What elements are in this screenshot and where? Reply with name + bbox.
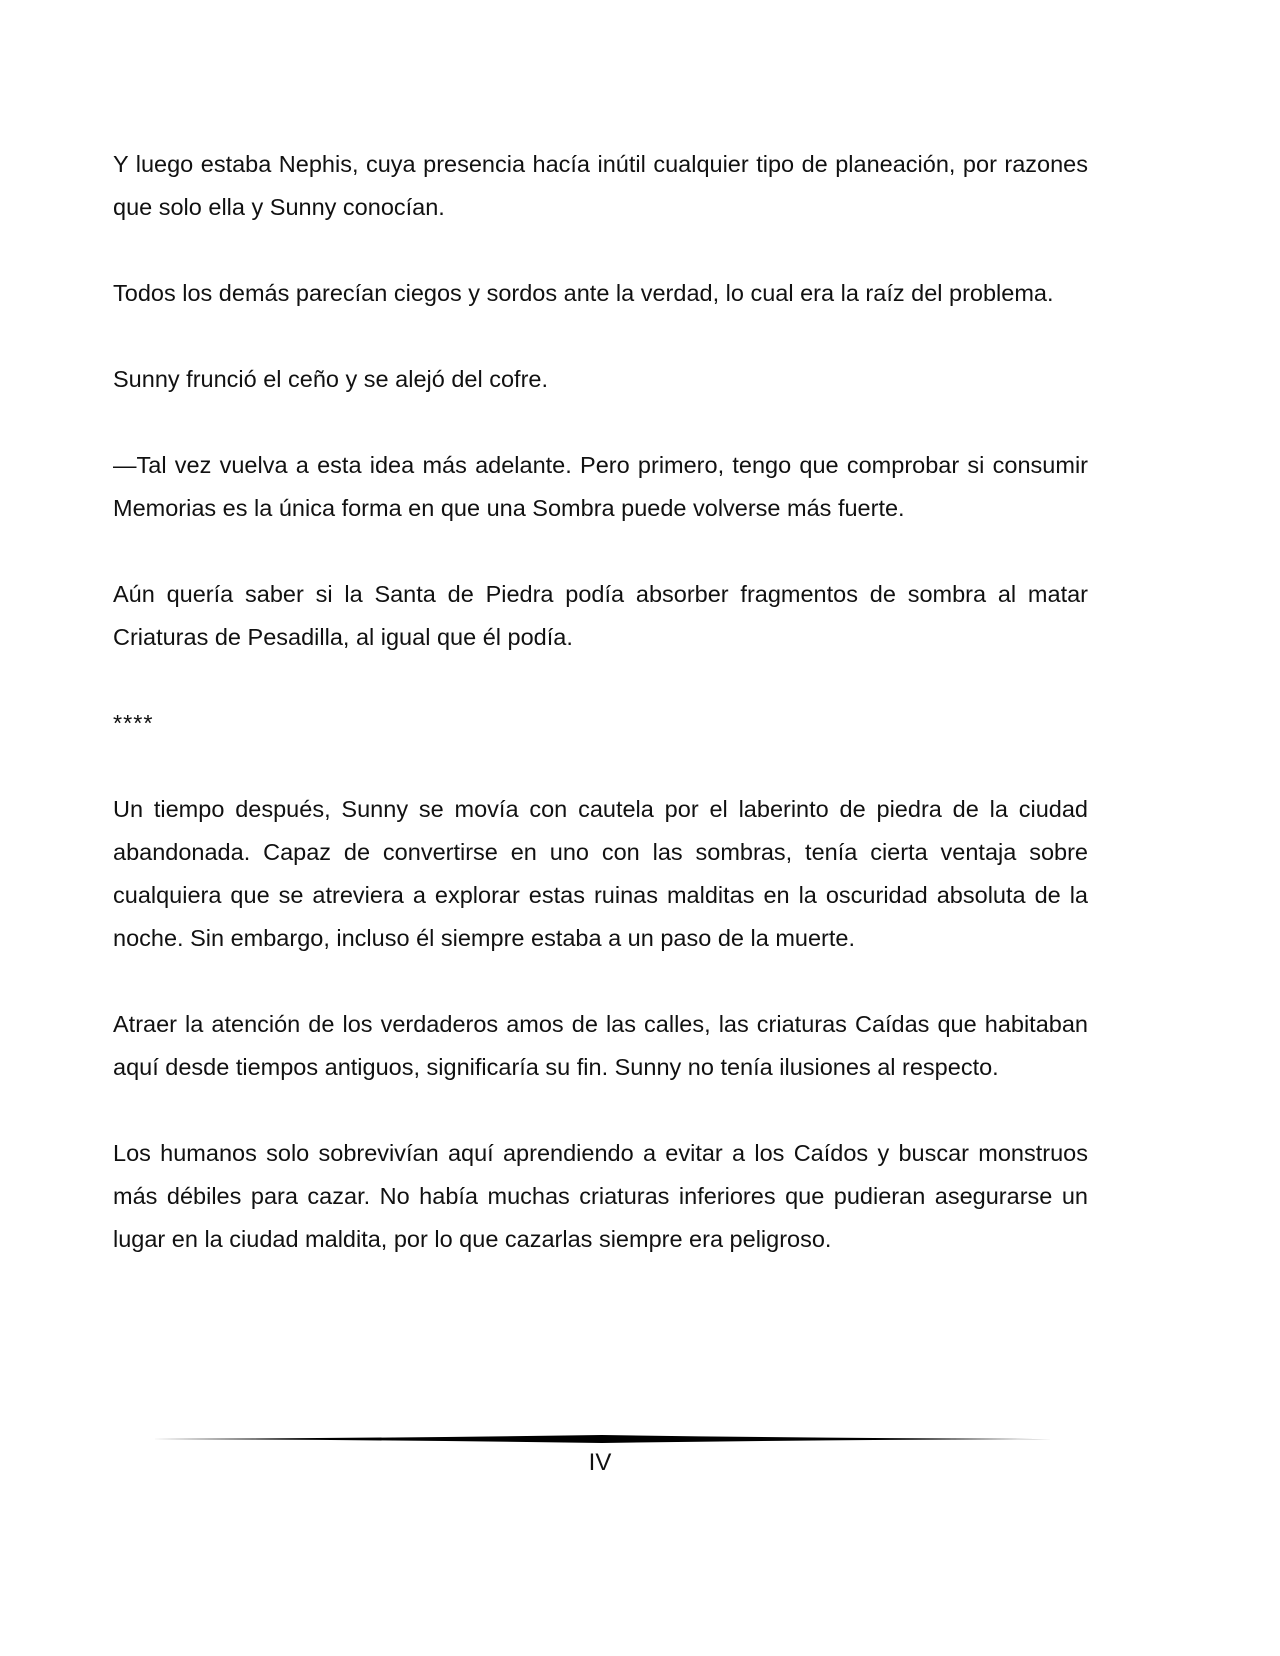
- paragraph: Aún quería saber si la Santa de Piedra podía absorber fragmentos de sombra al matar Criaturas de Pesadilla, al igual que él podía.: [113, 581, 1088, 650]
- scene-separator: ****: [113, 710, 154, 736]
- text-body: [113, 143, 1088, 1304]
- paragraph: Sunny frunció el ceño y se alejó del cofre.: [113, 366, 549, 392]
- paragraph: Y luego estaba Nephis, cuya presencia hacía inútil cualquier tipo de planeación, por razones que solo ella y Sunny conocían.: [113, 151, 1088, 220]
- paragraph: Un tiempo después, Sunny se movía con cautela por el laberinto de piedra de la ciudad abandonada. Capaz de convertirse en uno con las sombras, tenía cierta ventaja sobre cualquiera que se atreviera a explorar estas ruinas malditas en la oscuridad absoluta de la noche. Sin embargo, incluso él siempre estaba a un paso de la muerte.: [113, 796, 1088, 951]
- page-number: IV: [588, 1449, 612, 1476]
- paragraph: Atraer la atención de los verdaderos amos de las calles, las criaturas Caídas que habitaban aquí desde tiempos antiguos, significaría su fin. Sunny no tenía ilusiones al respecto.: [113, 1011, 1088, 1080]
- paragraph: —Tal vez vuelva a esta idea más adelante. Pero primero, tengo que comprobar si consumir Memorias es la única forma en que una Sombra puede volverse más fuerte.: [113, 452, 1088, 521]
- paragraph: Todos los demás parecían ciegos y sordos ante la verdad, lo cual era la raíz del problema.: [113, 280, 1054, 306]
- footer-rule: [152, 1432, 1052, 1446]
- paragraph: Los humanos solo sobrevivían aquí aprendiendo a evitar a los Caídos y buscar monstruos más débiles para cazar. No había muchas criaturas inferiores que pudieran asegurarse un lugar en la ciudad maldita, por lo que cazarlas siempre era peligroso.: [113, 1140, 1088, 1252]
